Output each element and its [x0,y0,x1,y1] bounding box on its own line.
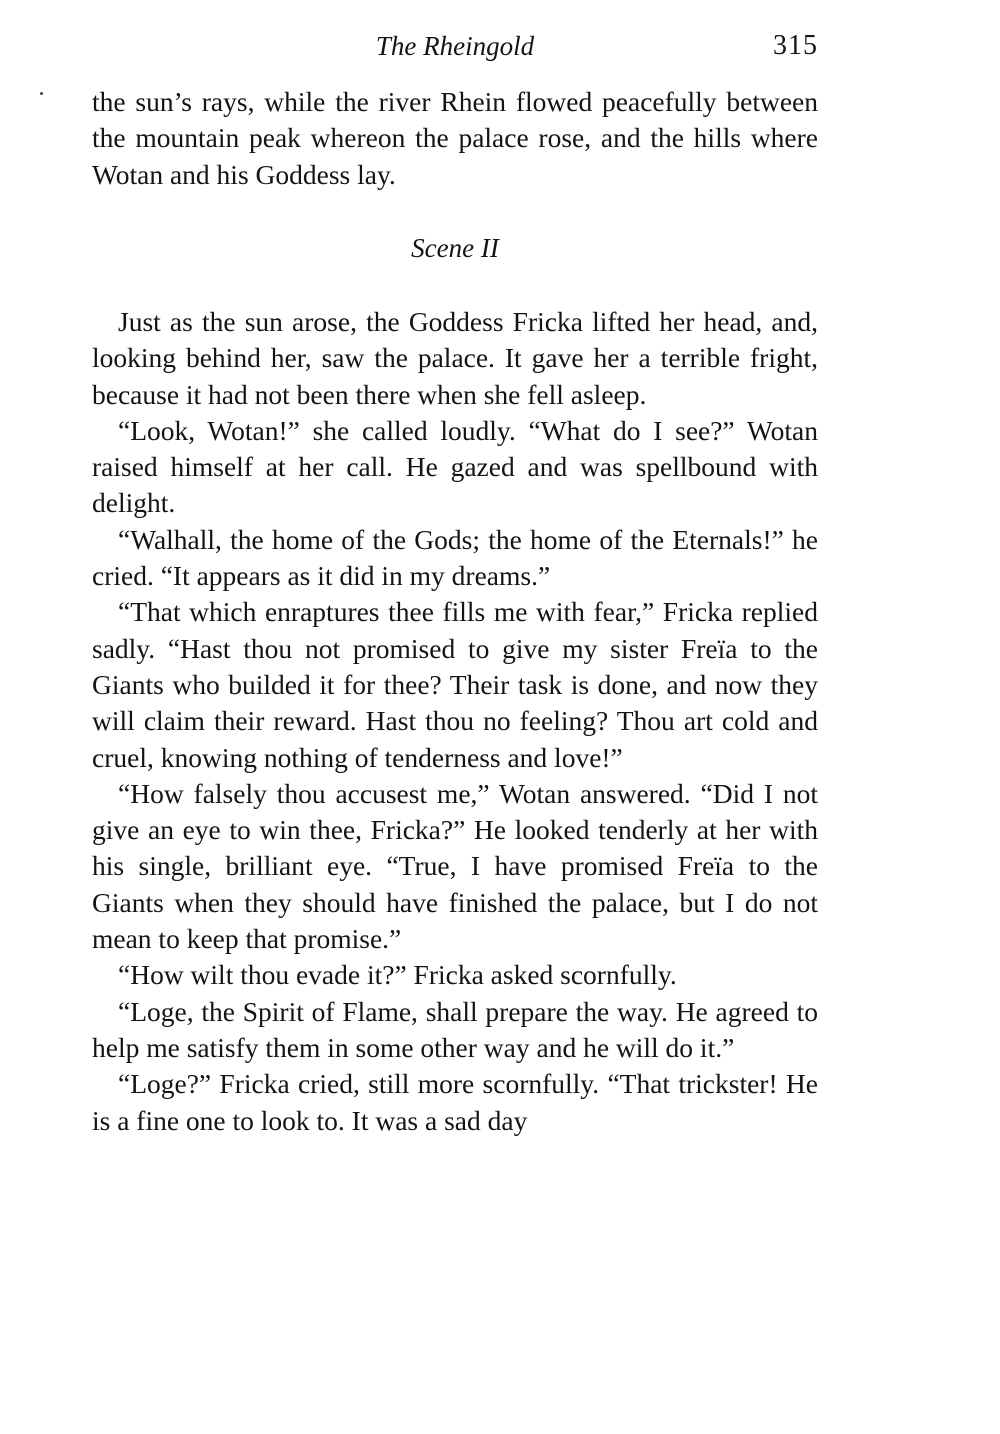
paragraph: “How falsely thou accusest me,” Wotan answered. “Did I not give an eye to win thee, Fricka?” He looked tenderly at her with his single, brilliant eye. “True, I have promised Freïa to the Giants when they should have finished the palace, but I do not mean to keep that promise.” [92,777,818,955]
scene-heading: Scene II [411,233,499,263]
scene-text-block [92,304,818,1139]
paragraph: “Loge, the Spirit of Flame, shall prepare the way. He agreed to help me satisfy them in some other way and he will do it.” [92,995,818,1063]
paragraph: “That which enraptures thee fills me with fear,” Fricka replied sadly. “Hast thou not promised to give my sister Freïa to the Giants who builded it for thee? Their task is done, and now they will claim their reward. Hast thou no feeling? Thou art cold and cruel, knowing nothing of tenderness and love!” [92,596,818,773]
running-head [92,24,818,68]
print-speck [40,92,43,95]
running-title: The Rheingold [375,31,535,61]
paragraph: “Look, Wotan!” she called loudly. “What do I see?” Wotan raised himself at her call. He gazed and was spellbound with delight. [92,414,818,519]
page-number: 315 [773,30,818,61]
paragraph: “Loge?” Fricka cried, still more scornfully. “That trickster! He is a fine one to look to. It was a sad day [92,1068,818,1136]
paragraph: Just as the sun arose, the Goddess Fricka lifted her head, and, looking behind her, saw the palace. It gave her a terrible fright, because it had not been there when she fell asleep. [92,306,818,410]
opening-paragraph: the sun’s rays, while the river Rhein flowed peacefully between the mountain peak whereon the palace rose, and the hills where Wotan and his Goddess lay. [92,86,818,190]
paragraph: “How wilt thou evade it?” Fricka asked scornfully. [118,959,677,991]
paragraph: “Walhall, the home of the Gods; the home of the Eternals!” he cried. “It appears as it did in my dreams.” [92,523,818,592]
opening-text-block [92,84,818,193]
